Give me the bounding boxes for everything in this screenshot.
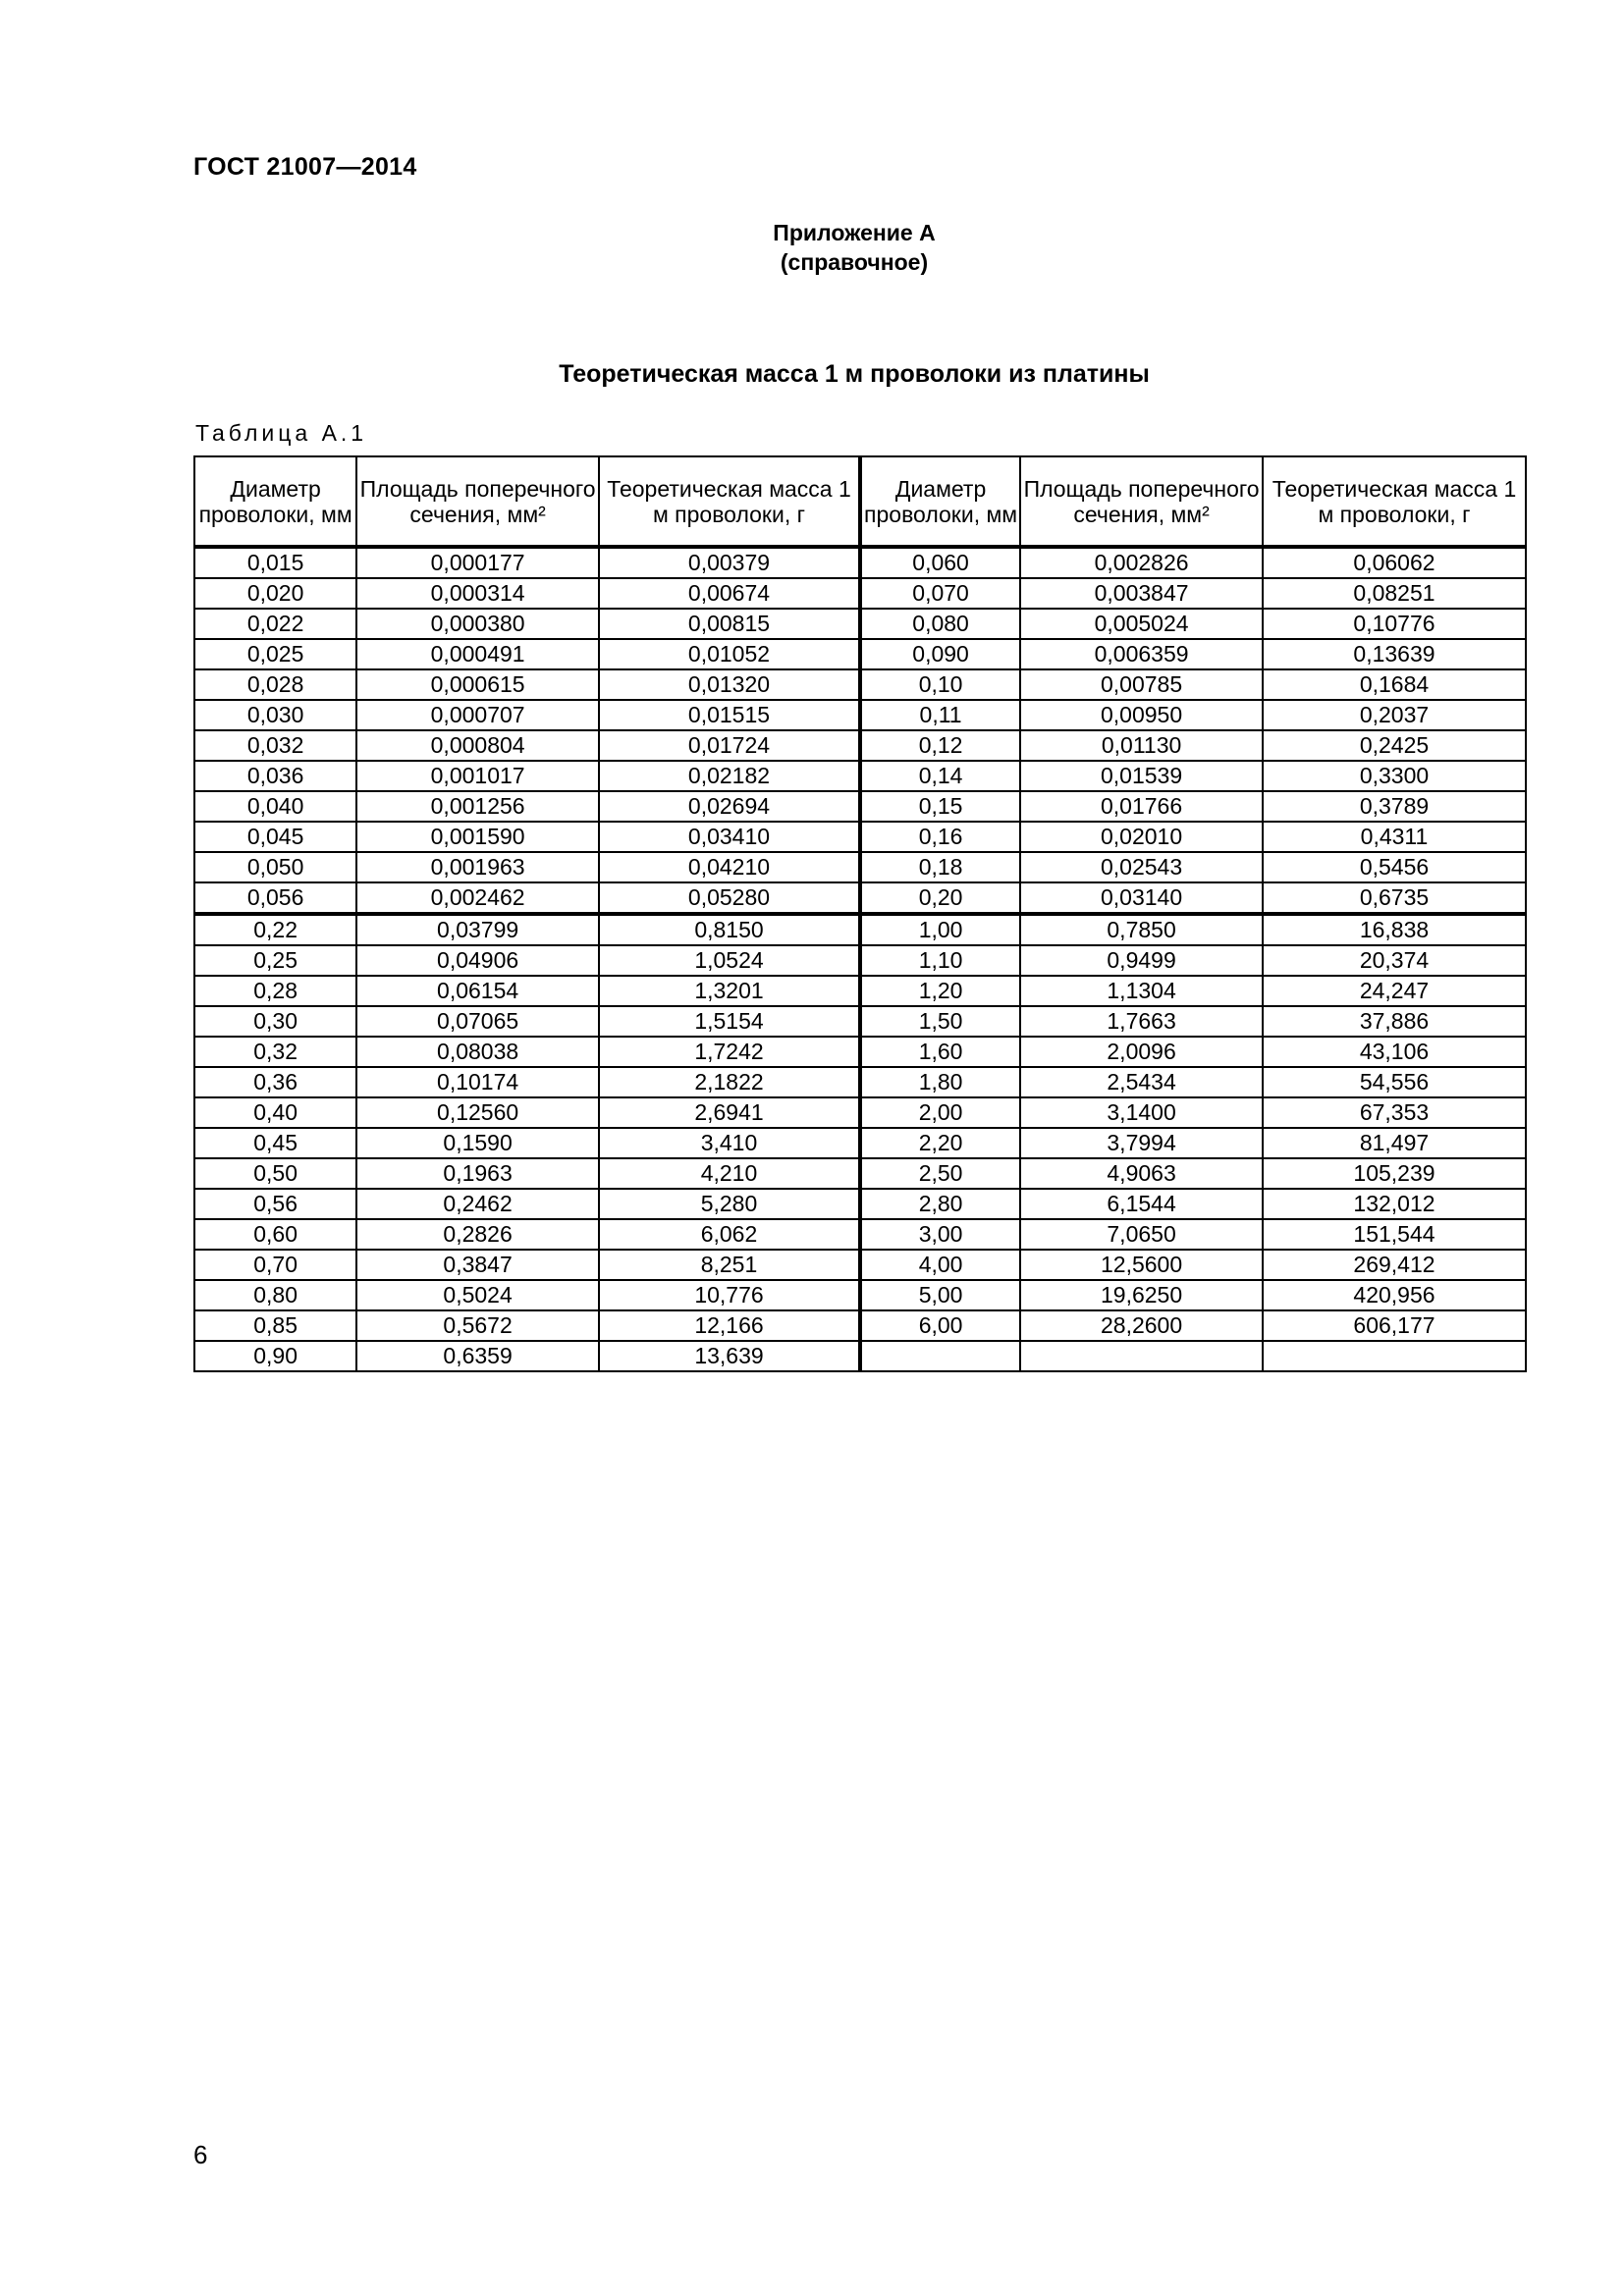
table-cell: 2,50 bbox=[860, 1158, 1020, 1189]
header-cross-section-area: Площадь поперечного сечения, мм² bbox=[1020, 456, 1263, 547]
table-cell: 606,177 bbox=[1263, 1310, 1526, 1341]
table-cell: 0,01766 bbox=[1020, 791, 1263, 822]
table-cell: 0,028 bbox=[194, 669, 356, 700]
table-cell: 132,012 bbox=[1263, 1189, 1526, 1219]
table-cell: 0,01320 bbox=[599, 669, 860, 700]
table-cell: 2,80 bbox=[860, 1189, 1020, 1219]
table-cell: 1,0524 bbox=[599, 945, 860, 976]
table-cell: 0,04906 bbox=[356, 945, 599, 976]
table-cell: 0,03410 bbox=[599, 822, 860, 852]
table-cell: 0,06154 bbox=[356, 976, 599, 1006]
table-cell: 0,000615 bbox=[356, 669, 599, 700]
table-cell: 6,062 bbox=[599, 1219, 860, 1250]
table-row bbox=[194, 1067, 1526, 1097]
table-cell: 0,000177 bbox=[356, 547, 599, 578]
table-cell: 0,060 bbox=[860, 547, 1020, 578]
table-cell: 0,08038 bbox=[356, 1037, 599, 1067]
table-cell: 0,02182 bbox=[599, 761, 860, 791]
table-cell: 0,70 bbox=[194, 1250, 356, 1280]
table-row bbox=[194, 547, 1526, 578]
table-cell: 0,000314 bbox=[356, 578, 599, 609]
table-cell: 0,00785 bbox=[1020, 669, 1263, 700]
table-cell: 0,002826 bbox=[1020, 547, 1263, 578]
table-cell: 6,1544 bbox=[1020, 1189, 1263, 1219]
table-cell: 0,001590 bbox=[356, 822, 599, 852]
table-cell: 10,776 bbox=[599, 1280, 860, 1310]
header-diameter: Диаметр проволоки, мм bbox=[860, 456, 1020, 547]
table-cell: 0,50 bbox=[194, 1158, 356, 1189]
table-cell: 0,9499 bbox=[1020, 945, 1263, 976]
header-theoretical-mass: Теоретическая масса 1 м проволоки, г bbox=[599, 456, 860, 547]
table-cell: 1,50 bbox=[860, 1006, 1020, 1037]
table-cell: 1,60 bbox=[860, 1037, 1020, 1067]
table-cell: 1,10 bbox=[860, 945, 1020, 976]
table-row bbox=[194, 791, 1526, 822]
table-cell: 0,045 bbox=[194, 822, 356, 852]
table-cell: 0,020 bbox=[194, 578, 356, 609]
page-number: 6 bbox=[193, 2140, 208, 2169]
table-cell: 0,040 bbox=[194, 791, 356, 822]
table-row bbox=[194, 822, 1526, 852]
table-cell: 0,36 bbox=[194, 1067, 356, 1097]
table-cell: 0,015 bbox=[194, 547, 356, 578]
table-cell: 0,90 bbox=[194, 1341, 356, 1371]
table-cell: 3,00 bbox=[860, 1219, 1020, 1250]
table-cell: 5,280 bbox=[599, 1189, 860, 1219]
table-cell: 151,544 bbox=[1263, 1219, 1526, 1250]
table-cell: 0,14 bbox=[860, 761, 1020, 791]
table-cell: 0,11 bbox=[860, 700, 1020, 730]
table-row bbox=[194, 882, 1526, 914]
table-cell: 0,080 bbox=[860, 609, 1020, 639]
table-cell: 0,07065 bbox=[356, 1006, 599, 1037]
table-row bbox=[194, 1158, 1526, 1189]
table-cell: 0,070 bbox=[860, 578, 1020, 609]
table-row bbox=[194, 1219, 1526, 1250]
table-cell: 0,000380 bbox=[356, 609, 599, 639]
table-cell: 0,5672 bbox=[356, 1310, 599, 1341]
table-row bbox=[194, 1310, 1526, 1341]
table-cell: 1,5154 bbox=[599, 1006, 860, 1037]
table-cell: 0,56 bbox=[194, 1189, 356, 1219]
table-cell: 0,2037 bbox=[1263, 700, 1526, 730]
table-cell bbox=[860, 1341, 1020, 1371]
table-cell: 2,1822 bbox=[599, 1067, 860, 1097]
table-cell: 0,18 bbox=[860, 852, 1020, 882]
table-cell: 0,30 bbox=[194, 1006, 356, 1037]
table-cell: 0,85 bbox=[194, 1310, 356, 1341]
table-cell: 0,002462 bbox=[356, 882, 599, 914]
table-cell: 0,01130 bbox=[1020, 730, 1263, 761]
table-cell: 0,01515 bbox=[599, 700, 860, 730]
table-row bbox=[194, 1037, 1526, 1067]
table-cell: 0,001963 bbox=[356, 852, 599, 882]
table-cell: 0,2462 bbox=[356, 1189, 599, 1219]
table-cell: 0,12 bbox=[860, 730, 1020, 761]
table-row bbox=[194, 639, 1526, 669]
table-cell: 0,00674 bbox=[599, 578, 860, 609]
table-cell: 0,3789 bbox=[1263, 791, 1526, 822]
table-cell: 0,80 bbox=[194, 1280, 356, 1310]
table-cell: 1,80 bbox=[860, 1067, 1020, 1097]
table-cell: 1,3201 bbox=[599, 976, 860, 1006]
table-cell: 0,08251 bbox=[1263, 578, 1526, 609]
table-cell: 0,050 bbox=[194, 852, 356, 882]
table-cell: 0,6359 bbox=[356, 1341, 599, 1371]
table-cell: 28,2600 bbox=[1020, 1310, 1263, 1341]
table-cell: 6,00 bbox=[860, 1310, 1020, 1341]
table-cell: 0,02543 bbox=[1020, 852, 1263, 882]
table-cell: 12,5600 bbox=[1020, 1250, 1263, 1280]
table-cell: 1,20 bbox=[860, 976, 1020, 1006]
table-cell: 3,410 bbox=[599, 1128, 860, 1158]
platinum-wire-mass-table bbox=[193, 455, 1527, 1372]
table-cell: 0,32 bbox=[194, 1037, 356, 1067]
header-diameter: Диаметр проволоки, мм bbox=[194, 456, 356, 547]
table-row bbox=[194, 852, 1526, 882]
table-cell: 0,00815 bbox=[599, 609, 860, 639]
table-cell: 0,16 bbox=[860, 822, 1020, 852]
table-row bbox=[194, 1189, 1526, 1219]
table-cell: 2,20 bbox=[860, 1128, 1020, 1158]
table-cell: 0,10174 bbox=[356, 1067, 599, 1097]
table-cell: 0,7850 bbox=[1020, 914, 1263, 945]
table-cell: 0,10 bbox=[860, 669, 1020, 700]
table-cell: 19,6250 bbox=[1020, 1280, 1263, 1310]
appendix-subtitle: (справочное) bbox=[780, 249, 929, 275]
table-cell: 0,04210 bbox=[599, 852, 860, 882]
table-body bbox=[194, 547, 1526, 1371]
table-row bbox=[194, 914, 1526, 945]
table-row bbox=[194, 669, 1526, 700]
table-cell: 105,239 bbox=[1263, 1158, 1526, 1189]
table-cell: 0,60 bbox=[194, 1219, 356, 1250]
table-cell: 0,000804 bbox=[356, 730, 599, 761]
table-row bbox=[194, 761, 1526, 791]
table-cell: 37,886 bbox=[1263, 1006, 1526, 1037]
table-cell: 420,956 bbox=[1263, 1280, 1526, 1310]
table-cell: 20,374 bbox=[1263, 945, 1526, 976]
table-cell: 0,45 bbox=[194, 1128, 356, 1158]
table-cell: 0,05280 bbox=[599, 882, 860, 914]
table-row bbox=[194, 578, 1526, 609]
table-cell: 7,0650 bbox=[1020, 1219, 1263, 1250]
table-label: Таблица А.1 bbox=[195, 420, 368, 446]
table-cell: 2,0096 bbox=[1020, 1037, 1263, 1067]
table-cell: 0,032 bbox=[194, 730, 356, 761]
table-row bbox=[194, 1128, 1526, 1158]
table-cell: 0,02010 bbox=[1020, 822, 1263, 852]
table-cell: 0,15 bbox=[860, 791, 1020, 822]
table-cell: 2,6941 bbox=[599, 1097, 860, 1128]
table-cell: 0,8150 bbox=[599, 914, 860, 945]
table-cell: 0,003847 bbox=[1020, 578, 1263, 609]
table-cell: 0,022 bbox=[194, 609, 356, 639]
table-cell: 2,00 bbox=[860, 1097, 1020, 1128]
table-cell: 0,10776 bbox=[1263, 609, 1526, 639]
table-cell: 0,22 bbox=[194, 914, 356, 945]
table-cell: 0,00379 bbox=[599, 547, 860, 578]
table-cell: 0,5024 bbox=[356, 1280, 599, 1310]
table-cell: 54,556 bbox=[1263, 1067, 1526, 1097]
table-row bbox=[194, 609, 1526, 639]
table-cell: 0,3847 bbox=[356, 1250, 599, 1280]
table-cell: 4,00 bbox=[860, 1250, 1020, 1280]
table-cell: 0,00950 bbox=[1020, 700, 1263, 730]
table-cell: 0,12560 bbox=[356, 1097, 599, 1128]
table-cell: 0,40 bbox=[194, 1097, 356, 1128]
table-cell: 0,02694 bbox=[599, 791, 860, 822]
table-cell: 0,03799 bbox=[356, 914, 599, 945]
table-cell: 0,090 bbox=[860, 639, 1020, 669]
table-cell: 0,13639 bbox=[1263, 639, 1526, 669]
table-cell: 0,001017 bbox=[356, 761, 599, 791]
table-header-row bbox=[194, 456, 1526, 547]
table-row bbox=[194, 1341, 1526, 1371]
table-cell: 0,000707 bbox=[356, 700, 599, 730]
table-cell: 0,005024 bbox=[1020, 609, 1263, 639]
table-cell: 0,006359 bbox=[1020, 639, 1263, 669]
table-cell: 4,210 bbox=[599, 1158, 860, 1189]
table-cell: 81,497 bbox=[1263, 1128, 1526, 1158]
header-theoretical-mass: Теоретическая масса 1 м проволоки, г bbox=[1263, 456, 1526, 547]
table-cell: 0,03140 bbox=[1020, 882, 1263, 914]
table-cell: 0,1963 bbox=[356, 1158, 599, 1189]
table-row bbox=[194, 1097, 1526, 1128]
table-row bbox=[194, 945, 1526, 976]
table-cell: 0,5456 bbox=[1263, 852, 1526, 882]
table-cell: 3,7994 bbox=[1020, 1128, 1263, 1158]
table-row bbox=[194, 1250, 1526, 1280]
table-row bbox=[194, 1006, 1526, 1037]
table-cell: 0,036 bbox=[194, 761, 356, 791]
table-cell: 1,7242 bbox=[599, 1037, 860, 1067]
table-cell: 0,28 bbox=[194, 976, 356, 1006]
table-row bbox=[194, 1280, 1526, 1310]
table-cell: 13,639 bbox=[599, 1341, 860, 1371]
table-cell: 5,00 bbox=[860, 1280, 1020, 1310]
table-row bbox=[194, 700, 1526, 730]
table-cell: 0,001256 bbox=[356, 791, 599, 822]
appendix-heading bbox=[0, 218, 1624, 277]
table-cell: 0,025 bbox=[194, 639, 356, 669]
table-cell: 8,251 bbox=[599, 1250, 860, 1280]
table-cell: 43,106 bbox=[1263, 1037, 1526, 1067]
table-cell: 0,20 bbox=[860, 882, 1020, 914]
document-id: ГОСТ 21007—2014 bbox=[193, 153, 417, 181]
table-cell bbox=[1020, 1341, 1263, 1371]
table-cell: 16,838 bbox=[1263, 914, 1526, 945]
table-cell: 0,4311 bbox=[1263, 822, 1526, 852]
table-cell: 0,1684 bbox=[1263, 669, 1526, 700]
table-row bbox=[194, 730, 1526, 761]
table-cell: 0,030 bbox=[194, 700, 356, 730]
table-cell: 2,5434 bbox=[1020, 1067, 1263, 1097]
table-cell: 0,25 bbox=[194, 945, 356, 976]
table-cell: 1,7663 bbox=[1020, 1006, 1263, 1037]
appendix-title: Приложение А bbox=[773, 220, 936, 245]
table-cell: 0,056 bbox=[194, 882, 356, 914]
table-cell: 1,1304 bbox=[1020, 976, 1263, 1006]
header-cross-section-area: Площадь поперечного сечения, мм² bbox=[356, 456, 599, 547]
table-title: Теоретическая масса 1 м проволоки из платины bbox=[559, 360, 1150, 388]
table-cell bbox=[1263, 1341, 1526, 1371]
table-cell: 4,9063 bbox=[1020, 1158, 1263, 1189]
table-cell: 0,01052 bbox=[599, 639, 860, 669]
table-cell: 12,166 bbox=[599, 1310, 860, 1341]
table-row bbox=[194, 976, 1526, 1006]
table-cell: 24,247 bbox=[1263, 976, 1526, 1006]
table-cell: 0,2826 bbox=[356, 1219, 599, 1250]
table-cell: 1,00 bbox=[860, 914, 1020, 945]
table-cell: 0,01539 bbox=[1020, 761, 1263, 791]
table-cell: 0,2425 bbox=[1263, 730, 1526, 761]
table-cell: 0,000491 bbox=[356, 639, 599, 669]
table-cell: 3,1400 bbox=[1020, 1097, 1263, 1128]
table-cell: 0,06062 bbox=[1263, 547, 1526, 578]
table-cell: 0,01724 bbox=[599, 730, 860, 761]
table-cell: 269,412 bbox=[1263, 1250, 1526, 1280]
table-cell: 67,353 bbox=[1263, 1097, 1526, 1128]
table-cell: 0,6735 bbox=[1263, 882, 1526, 914]
table-cell: 0,3300 bbox=[1263, 761, 1526, 791]
table-cell: 0,1590 bbox=[356, 1128, 599, 1158]
